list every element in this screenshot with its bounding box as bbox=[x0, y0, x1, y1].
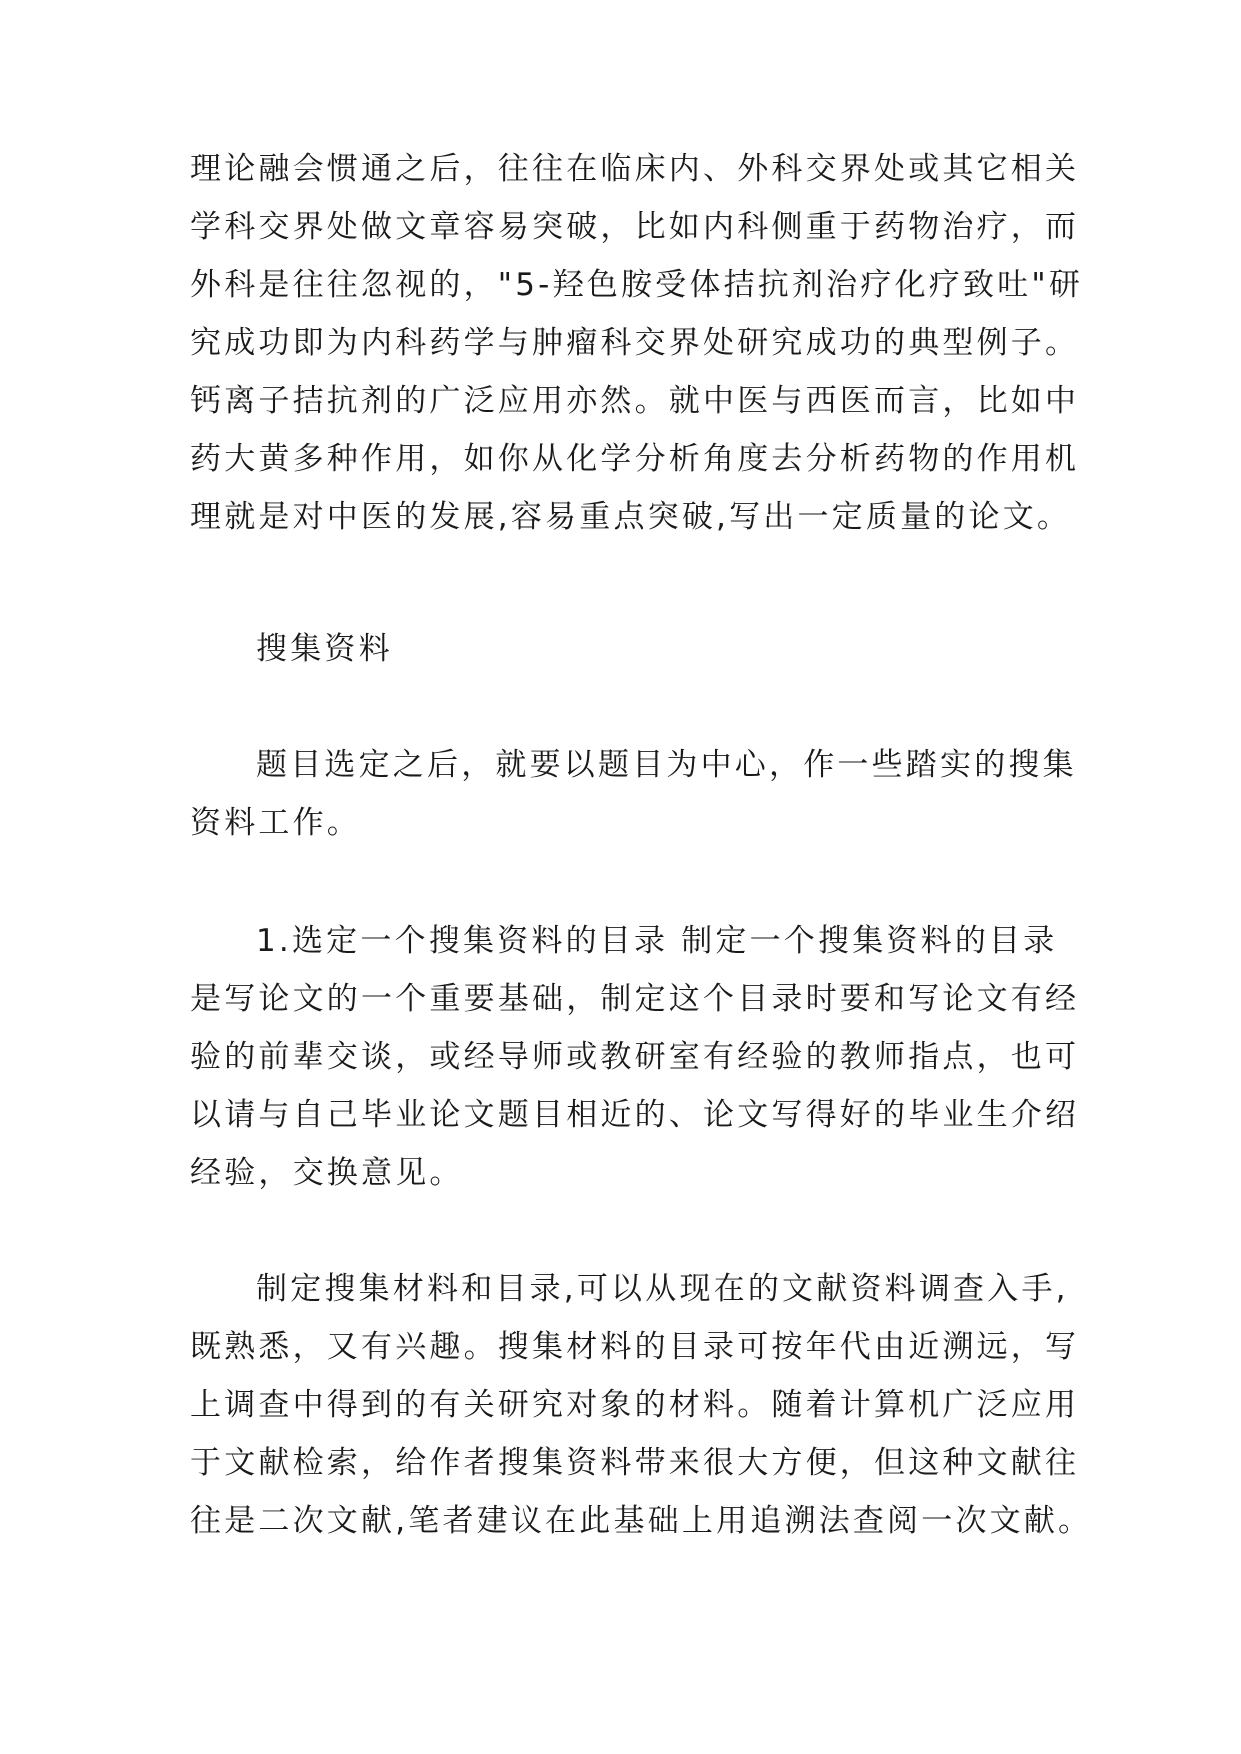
section-heading-text: 搜集资料 bbox=[256, 631, 393, 667]
paragraph-4 bbox=[190, 1260, 1093, 1550]
paragraph-line: 1.选定一个搜集资料的目录 制定一个搜集资料的目录 bbox=[256, 923, 1058, 959]
paragraph-line: 钙离子拮抗剂的广泛应用亦然。就中医与西医而言，比如中 bbox=[190, 383, 1080, 419]
paragraph-line: 题目选定之后，就要以题目为中心，作一些踏实的搜集 bbox=[256, 747, 1077, 783]
paragraph-line: 是写论文的一个重要基础，制定这个目录时要和写论文有经 bbox=[190, 981, 1080, 1017]
paragraph-line: 学科交界处做文章容易突破，比如内科侧重于药物治疗，而 bbox=[190, 209, 1080, 245]
paragraph-line: 经验，交换意见。 bbox=[190, 1155, 464, 1191]
paragraph-line: 资料工作。 bbox=[190, 805, 361, 841]
paragraph-line: 理就是对中医的发展,容易重点突破,写出一定质量的论文。 bbox=[190, 499, 1072, 535]
paragraph-line: 理论融会惯通之后，往往在临床内、外科交界处或其它相关 bbox=[190, 151, 1080, 187]
paragraph-line: 于文献检索，给作者搜集资料带来很大方便，但这种文献往 bbox=[190, 1445, 1080, 1481]
section-heading bbox=[190, 620, 1070, 678]
paragraph-line: 制定搜集材料和目录,可以从现在的文献资料调查入手, bbox=[256, 1271, 1069, 1307]
paragraph-line: 外科是往往忽视的，"5-羟色胺受体拮抗剂治疗化疗致吐"研 bbox=[190, 267, 1084, 303]
paragraph-line: 药大黄多种作用，如你从化学分析角度去分析药物的作用机 bbox=[190, 441, 1080, 477]
paragraph-line: 究成功即为内科药学与肿瘤科交界处研究成功的典型例子。 bbox=[190, 325, 1080, 361]
paragraph-line: 以请与自己毕业论文题目相近的、论文写得好的毕业生介绍 bbox=[190, 1097, 1080, 1133]
paragraph-3 bbox=[190, 912, 1080, 1202]
paragraph-2 bbox=[190, 736, 1077, 852]
paragraph-1 bbox=[190, 140, 1084, 546]
paragraph-line: 既熟悉，又有兴趣。搜集材料的目录可按年代由近溯远，写 bbox=[190, 1329, 1080, 1365]
paragraph-line: 验的前辈交谈，或经导师或教研室有经验的教师指点，也可 bbox=[190, 1039, 1080, 1075]
paragraph-line: 往是二次文献,笔者建议在此基础上用追溯法查阅一次文献。 bbox=[190, 1503, 1093, 1539]
paragraph-line: 上调查中得到的有关研究对象的材料。随着计算机广泛应用 bbox=[190, 1387, 1080, 1423]
